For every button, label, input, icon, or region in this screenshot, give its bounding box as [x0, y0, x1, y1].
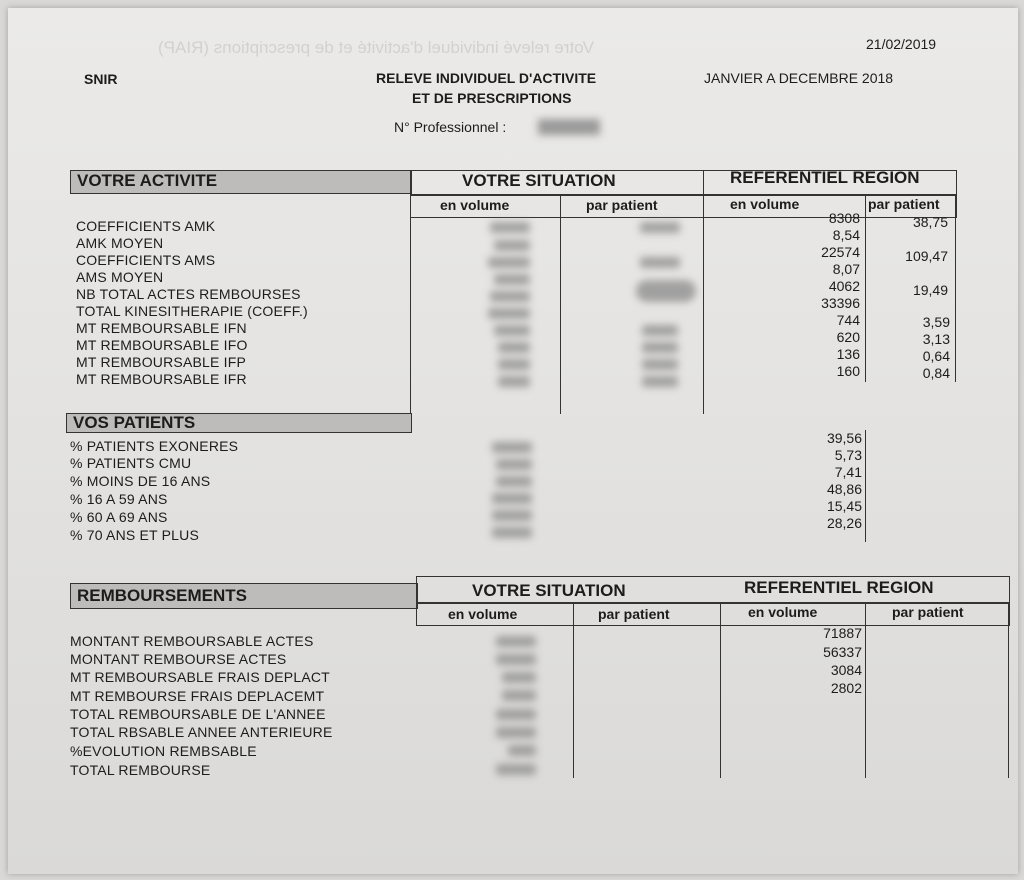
redacted-value: [642, 342, 678, 353]
redacted-value: [496, 476, 532, 487]
reimb-region-title: REFERENTIEL REGION: [744, 578, 934, 597]
patients-region-value: 39,56: [826, 430, 862, 446]
document-sheet: [8, 8, 1018, 874]
activity-region-volume: 8308: [828, 210, 860, 226]
reimb-region-volume: 71887: [823, 625, 862, 641]
activity-region-volume: 22574: [821, 244, 860, 260]
reimb-region-volume: 56337: [823, 644, 862, 660]
activity-row-label: MT REMBOURSABLE IFN: [76, 320, 247, 336]
professional-number-redacted: 00000000: [538, 119, 601, 135]
activity-region-volume: 8,07: [832, 261, 860, 277]
patients-row-label: % 70 ANS ET PLUS: [70, 527, 200, 543]
redacted-value: [492, 493, 532, 504]
activity-region-patient: 38,75: [912, 214, 948, 230]
activity-region-patient: 0,64: [922, 348, 950, 364]
redacted-value: [496, 727, 536, 738]
activity-region-col-volume: en volume: [730, 196, 800, 212]
activity-region-volume: 8,54: [832, 227, 860, 243]
reimb-row-label: %EVOLUTION REMBSABLE: [70, 743, 257, 759]
patients-row-label: % 60 A 69 ANS: [70, 509, 168, 525]
redacted-value: [492, 442, 532, 453]
activity-row-label: MT REMBOURSABLE IFP: [76, 354, 247, 370]
redacted-value: [488, 308, 530, 319]
activity-region-patient: 3,59: [922, 314, 950, 330]
redacted-value: [642, 359, 678, 370]
reimb-situation-title: VOTRE SITUATION: [472, 581, 626, 600]
reimb-region-col-patient: par patient: [892, 604, 964, 620]
document-title-line2: ET DE PRESCRIPTIONS: [412, 90, 572, 106]
redacted-value: [496, 709, 536, 720]
reimbursements-heading: REMBOURSEMENTS: [70, 583, 418, 609]
redacted-value: [496, 459, 532, 470]
reimb-region-col-volume: en volume: [748, 604, 818, 620]
reimb-row-label: MONTANT REMBOURSE ACTES: [70, 651, 287, 667]
activity-row-label: COEFFICIENTS AMS: [76, 252, 216, 268]
activity-row-label: NB TOTAL ACTES REMBOURSES: [76, 286, 301, 302]
activity-row-label: AMS MOYEN: [76, 269, 164, 285]
activity-situation-title: VOTRE SITUATION: [462, 171, 616, 190]
professional-label: N° Professionnel :: [394, 119, 507, 135]
redacted-value: [494, 325, 530, 336]
reimb-row-label: TOTAL REMBOURSE: [70, 762, 211, 778]
reimb-col-volume: en volume: [448, 606, 518, 622]
patients-region-value: 48,86: [826, 481, 862, 497]
redacted-value: [496, 636, 536, 647]
reimb-row-label: MT REMBOURSABLE FRAIS DEPLACT: [70, 669, 330, 685]
patients-region-value: 28,26: [826, 515, 862, 531]
patients-row-label: % PATIENTS CMU: [70, 455, 192, 471]
redacted-value: [502, 690, 536, 701]
activity-row-label: MT REMBOURSABLE IFO: [76, 337, 248, 353]
activity-heading: VOTRE ACTIVITE: [70, 170, 412, 194]
reimb-row-label: MONTANT REMBOURSABLE ACTES: [70, 633, 314, 649]
period: JANVIER A DECEMBRE 2018: [704, 70, 894, 86]
activity-row-label: TOTAL KINESITHERAPIE (COEFF.): [76, 303, 308, 319]
activity-region-title: REFERENTIEL REGION: [730, 168, 920, 187]
show-through-text: Votre relevé individuel d'activité et de prescriptions (RIAP): [158, 38, 595, 57]
redacted-value: [640, 222, 680, 233]
patients-row-label: % PATIENTS EXONERES: [70, 438, 239, 454]
activity-row-label: AMK MOYEN: [76, 235, 164, 251]
redacted-value: [502, 672, 536, 683]
activity-region-volume: 4062: [828, 278, 860, 294]
activity-region-patient: 3,13: [922, 331, 950, 347]
org-name: SNIR: [84, 71, 118, 87]
redacted-value: [636, 280, 696, 302]
redacted-value: [642, 325, 678, 336]
activity-col-patient: par patient: [586, 197, 658, 213]
reimb-row-label: MT REMBOURSE FRAIS DEPLACEMT: [70, 688, 325, 704]
patients-row-label: % MOINS DE 16 ANS: [70, 473, 211, 489]
reimb-col-patient: par patient: [598, 606, 670, 622]
redacted-value: [498, 376, 530, 387]
redacted-value: [508, 745, 536, 756]
activity-region-col-patient: par patient: [868, 196, 940, 212]
patients-region-value: 15,45: [826, 498, 862, 514]
activity-region-volume: 744: [836, 312, 860, 328]
redacted-value: [642, 376, 678, 387]
redacted-value: [640, 257, 680, 268]
redacted-value: [494, 240, 530, 251]
reimb-row-label: TOTAL REMBOURSABLE DE L'ANNEE: [70, 706, 326, 722]
activity-region-volume: 160: [836, 363, 860, 379]
activity-row-label: COEFFICIENTS AMK: [76, 218, 216, 234]
redacted-value: [496, 764, 536, 775]
redacted-value: [498, 342, 530, 353]
patients-heading: VOS PATIENTS: [66, 413, 412, 433]
patients-row-label: % 16 A 59 ANS: [70, 491, 168, 507]
redacted-value: [490, 222, 530, 233]
redacted-value: [492, 527, 532, 538]
reimb-region-volume: 2802: [830, 680, 862, 696]
activity-region-patient: 19,49: [912, 282, 948, 298]
redacted-value: [494, 274, 530, 285]
activity-col-volume: en volume: [440, 197, 510, 213]
activity-region-volume: 33396: [821, 295, 860, 311]
redacted-value: [490, 291, 530, 302]
reimb-region-volume: 3084: [830, 662, 862, 678]
redacted-value: [492, 510, 532, 521]
redacted-value: [498, 359, 530, 370]
activity-region-patient: 0,84: [922, 365, 950, 381]
patients-region-value: 5,73: [834, 447, 862, 463]
redacted-value: [488, 257, 530, 268]
print-date: 21/02/2019: [866, 36, 937, 52]
patients-region-value: 7,41: [834, 464, 862, 480]
document-title-line1: RELEVE INDIVIDUEL D'ACTIVITE: [376, 70, 597, 86]
activity-region-patient: 109,47: [905, 248, 948, 264]
redacted-value: [496, 654, 536, 665]
activity-region-volume: 620: [836, 329, 860, 345]
activity-row-label: MT REMBOURSABLE IFR: [76, 371, 247, 387]
reimb-row-label: TOTAL RBSABLE ANNEE ANTERIEURE: [70, 724, 333, 740]
activity-region-volume: 136: [836, 346, 860, 362]
